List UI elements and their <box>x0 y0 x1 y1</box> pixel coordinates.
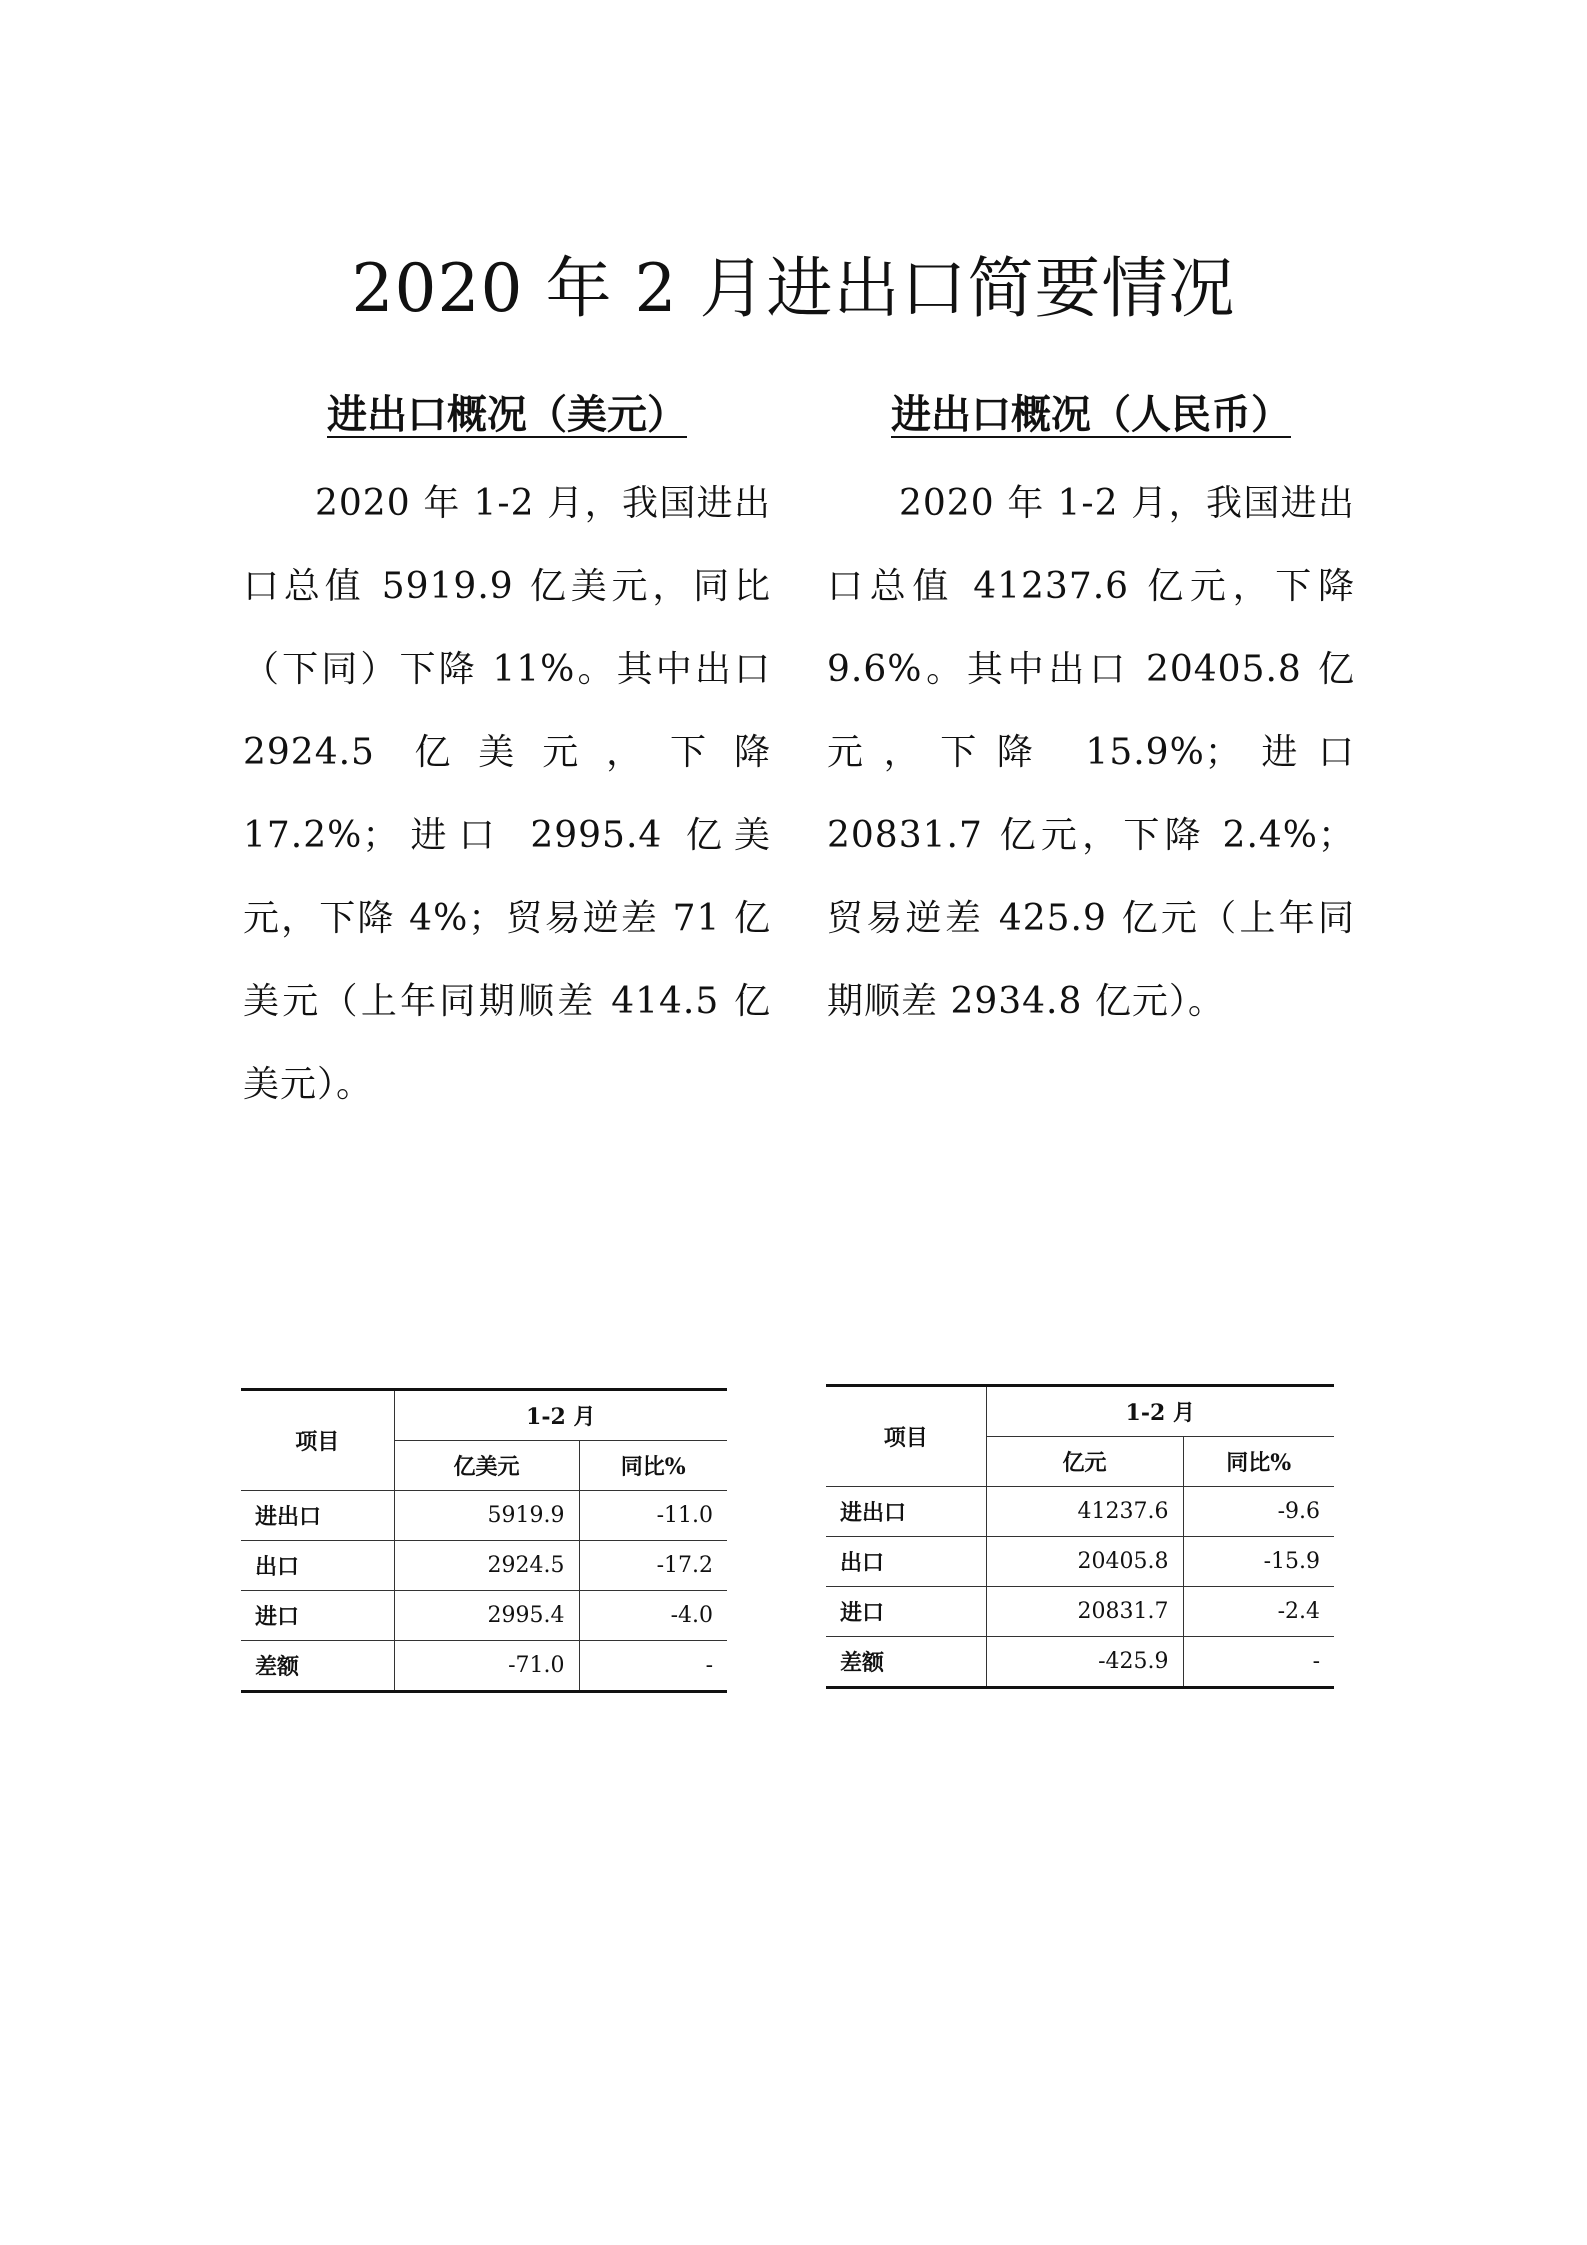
rmb-section <box>827 390 1355 1079</box>
rmb-heading: 进出口概况（人民币） <box>891 391 1291 438</box>
row-yoy: -2.4 <box>1183 1587 1334 1637</box>
row-label: 出口 <box>241 1541 394 1591</box>
table-row <box>241 1541 727 1591</box>
table-row <box>241 1591 727 1641</box>
row-value: 5919.9 <box>394 1491 579 1541</box>
usd-col-item: 项目 <box>241 1390 394 1491</box>
row-label: 进口 <box>826 1587 986 1637</box>
row-value: 2995.4 <box>394 1591 579 1641</box>
table-row <box>241 1491 727 1541</box>
table-row <box>826 1487 1334 1537</box>
usd-col-period: 1-2 月 <box>394 1390 727 1441</box>
row-yoy: -17.2 <box>579 1541 727 1591</box>
rmb-col-item: 项目 <box>826 1386 986 1487</box>
rmb-col-value: 亿元 <box>986 1437 1183 1487</box>
row-value: -71.0 <box>394 1641 579 1692</box>
row-label: 进出口 <box>826 1487 986 1537</box>
row-label: 进口 <box>241 1591 394 1641</box>
row-yoy: - <box>579 1641 727 1692</box>
row-value: 41237.6 <box>986 1487 1183 1537</box>
row-value: 2924.5 <box>394 1541 579 1591</box>
row-label: 进出口 <box>241 1491 394 1541</box>
rmb-table <box>826 1384 1334 1689</box>
row-yoy: -4.0 <box>579 1591 727 1641</box>
table-row <box>826 1637 1334 1688</box>
usd-col-value: 亿美元 <box>394 1441 579 1491</box>
row-value: 20831.7 <box>986 1587 1183 1637</box>
row-yoy: -15.9 <box>1183 1537 1334 1587</box>
usd-heading: 进出口概况（美元） <box>327 391 687 438</box>
row-value: 20405.8 <box>986 1537 1183 1587</box>
rmb-col-period: 1-2 月 <box>986 1386 1334 1437</box>
rmb-col-yoy: 同比% <box>1183 1437 1334 1487</box>
table-row <box>241 1641 727 1692</box>
table-row <box>826 1587 1334 1637</box>
row-label: 差额 <box>826 1637 986 1688</box>
table-row <box>826 1537 1334 1587</box>
usd-table <box>241 1388 727 1693</box>
row-yoy: -9.6 <box>1183 1487 1334 1537</box>
usd-section <box>243 390 771 1162</box>
row-yoy: - <box>1183 1637 1334 1688</box>
row-label: 出口 <box>826 1537 986 1587</box>
row-value: -425.9 <box>986 1637 1183 1688</box>
usd-paragraph: 2020 年 1-2 月，我国进出口总值 5919.9 亿美元，同比（下同）下降 11%。其中出口 2924.5 亿美元，下降 17.2%；进口 2995.4 亿美元，下降 4%；贸易逆差 71 亿美元（上年同期顺差 414.5 亿美元）。 <box>243 483 771 1105</box>
usd-col-yoy: 同比% <box>579 1441 727 1491</box>
row-label: 差额 <box>241 1641 394 1692</box>
usd-table-header-row <box>241 1390 727 1441</box>
page-title: 2020 年 2 月进出口简要情况 <box>351 250 1236 328</box>
rmb-table-header-row <box>826 1386 1334 1437</box>
rmb-paragraph: 2020 年 1-2 月，我国进出口总值 41237.6 亿元，下降 9.6%。其中出口 20405.8 亿元，下降 15.9%；进口 20831.7 亿元，下降 2.4%；贸易逆差 425.9 亿元（上年同期顺差 2934.8 亿元）。 <box>827 483 1355 1022</box>
row-yoy: -11.0 <box>579 1491 727 1541</box>
